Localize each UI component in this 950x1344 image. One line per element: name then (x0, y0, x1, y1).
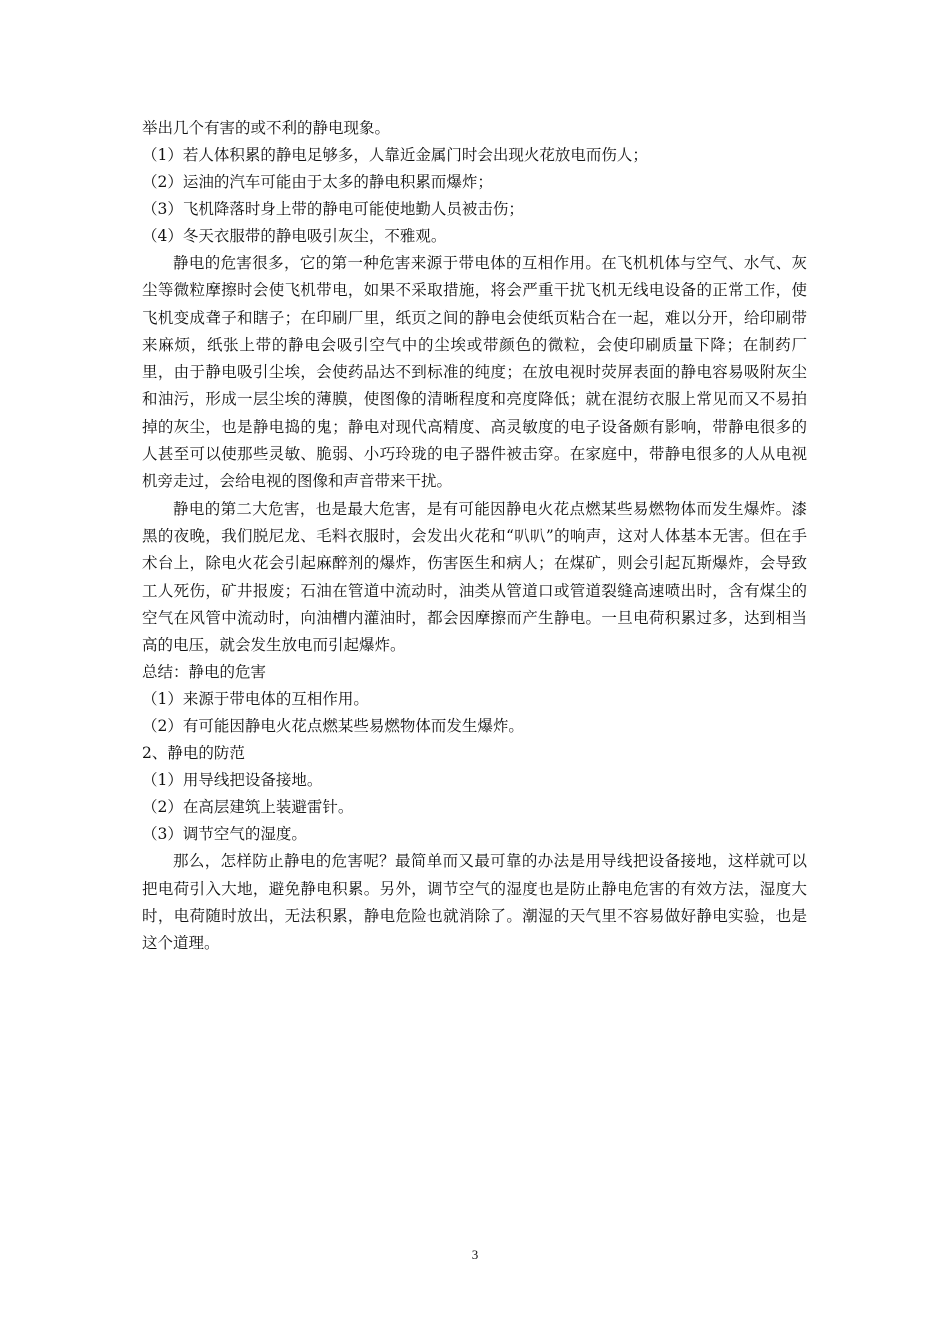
list-item: （1）用导线把设备接地。 (142, 771, 323, 790)
intro-line: 举出几个有害的或不利的静电现象。 (142, 119, 391, 137)
paragraph-hazard-one: 静电的危害很多，它的第一种危害来源于带电体的互相作用。在飞机机体与空气、水气、灰尘等微粒摩擦时会使飞机带电，如果不采取措施，将会严重干扰飞机无线电设备的正常工作，使飞机变成聋子和瞎子；在印刷厂里，纸页之间的静电会使纸页粘合在一起，难以分开，给印刷带来麻烦，纸张上带的静电会吸引空气中的尘埃或带颜色的微粒，会使印刷质量下降；在制药厂里，由于静电吸引尘埃，会使药品达不到标准的纯度；在放电视时荧屏表面的静电容易吸附灰尘和油污，形成一层尘埃的薄膜，使图像的清晰程度和亮度降低；就在混纺衣服上常见而又不易拍掉的灰尘，也是静电捣的鬼；静电对现代高精度、高灵敏度的电子设备颇有影响，带静电很多的人甚至可以使那些灵敏、脆弱、小巧玲珑的电子器件被击穿。在家庭中，带静电很多的人从电视机旁走过，会给电视的图像和声音带来干扰。 (142, 254, 807, 491)
list-item: （1）若人体积累的静电足够多，人靠近金属门时会出现火花放电而伤人； (142, 146, 648, 164)
list-item: （2）有可能因静电火花点燃某些易燃物体而发生爆炸。 (142, 717, 524, 736)
summary-list (142, 686, 807, 740)
summary-heading: 总结：静电的危害 (142, 663, 267, 682)
list-item: （2）在高层建筑上装避雷针。 (142, 798, 354, 817)
paragraph-prevention: 那么，怎样防止静电的危害呢？最简单而又最可靠的办法是用导线把设备接地，这样就可以把电荷引入大地，避免静电积累。另外，调节空气的湿度也是防止静电危害的有效方法，湿度大时，电荷随时放出，无法积累，静电危险也就消除了。潮湿的天气里不容易做好静电实验，也是这个道理。 (142, 852, 807, 953)
page-number: 3 (471, 1247, 479, 1262)
paragraph-hazard-two: 静电的第二大危害，也是最大危害，是有可能因静电火花点燃某些易燃物体而发生爆炸。漆黑的夜晚，我们脱尼龙、毛料衣服时，会发出火花和“叭叭”的响声，这对人体基本无害。但在手术台上，除电火花会引起麻醉剂的爆炸，伤害医生和病人；在煤矿，则会引起瓦斯爆炸，会导致工人死伤，矿井报废；石油在管道中流动时，油类从管道口或管道裂缝高速喷出时，含有煤尘的空气在风管中流动时，向油槽内灌油时，都会因摩擦而产生静电。一旦电荷积累过多，达到相当高的电压，就会发生放电而引起爆炸。 (142, 499, 807, 655)
prevention-heading: 2、静电的防范 (142, 744, 245, 763)
list-item: （3）调节空气的湿度。 (142, 825, 307, 844)
document-body (142, 115, 807, 958)
list-item: （1）来源于带电体的互相作用。 (142, 690, 369, 709)
list-item: （3）飞机降落时身上带的静电可能使地勤人员被击伤； (142, 200, 524, 218)
harmful-examples-list (142, 142, 807, 250)
prevention-list (142, 767, 807, 848)
list-item: （4）冬天衣服带的静电吸引灰尘，不雅观。 (142, 227, 447, 245)
list-item: （2）运油的汽车可能由于太多的静电积累而爆炸； (142, 173, 493, 191)
